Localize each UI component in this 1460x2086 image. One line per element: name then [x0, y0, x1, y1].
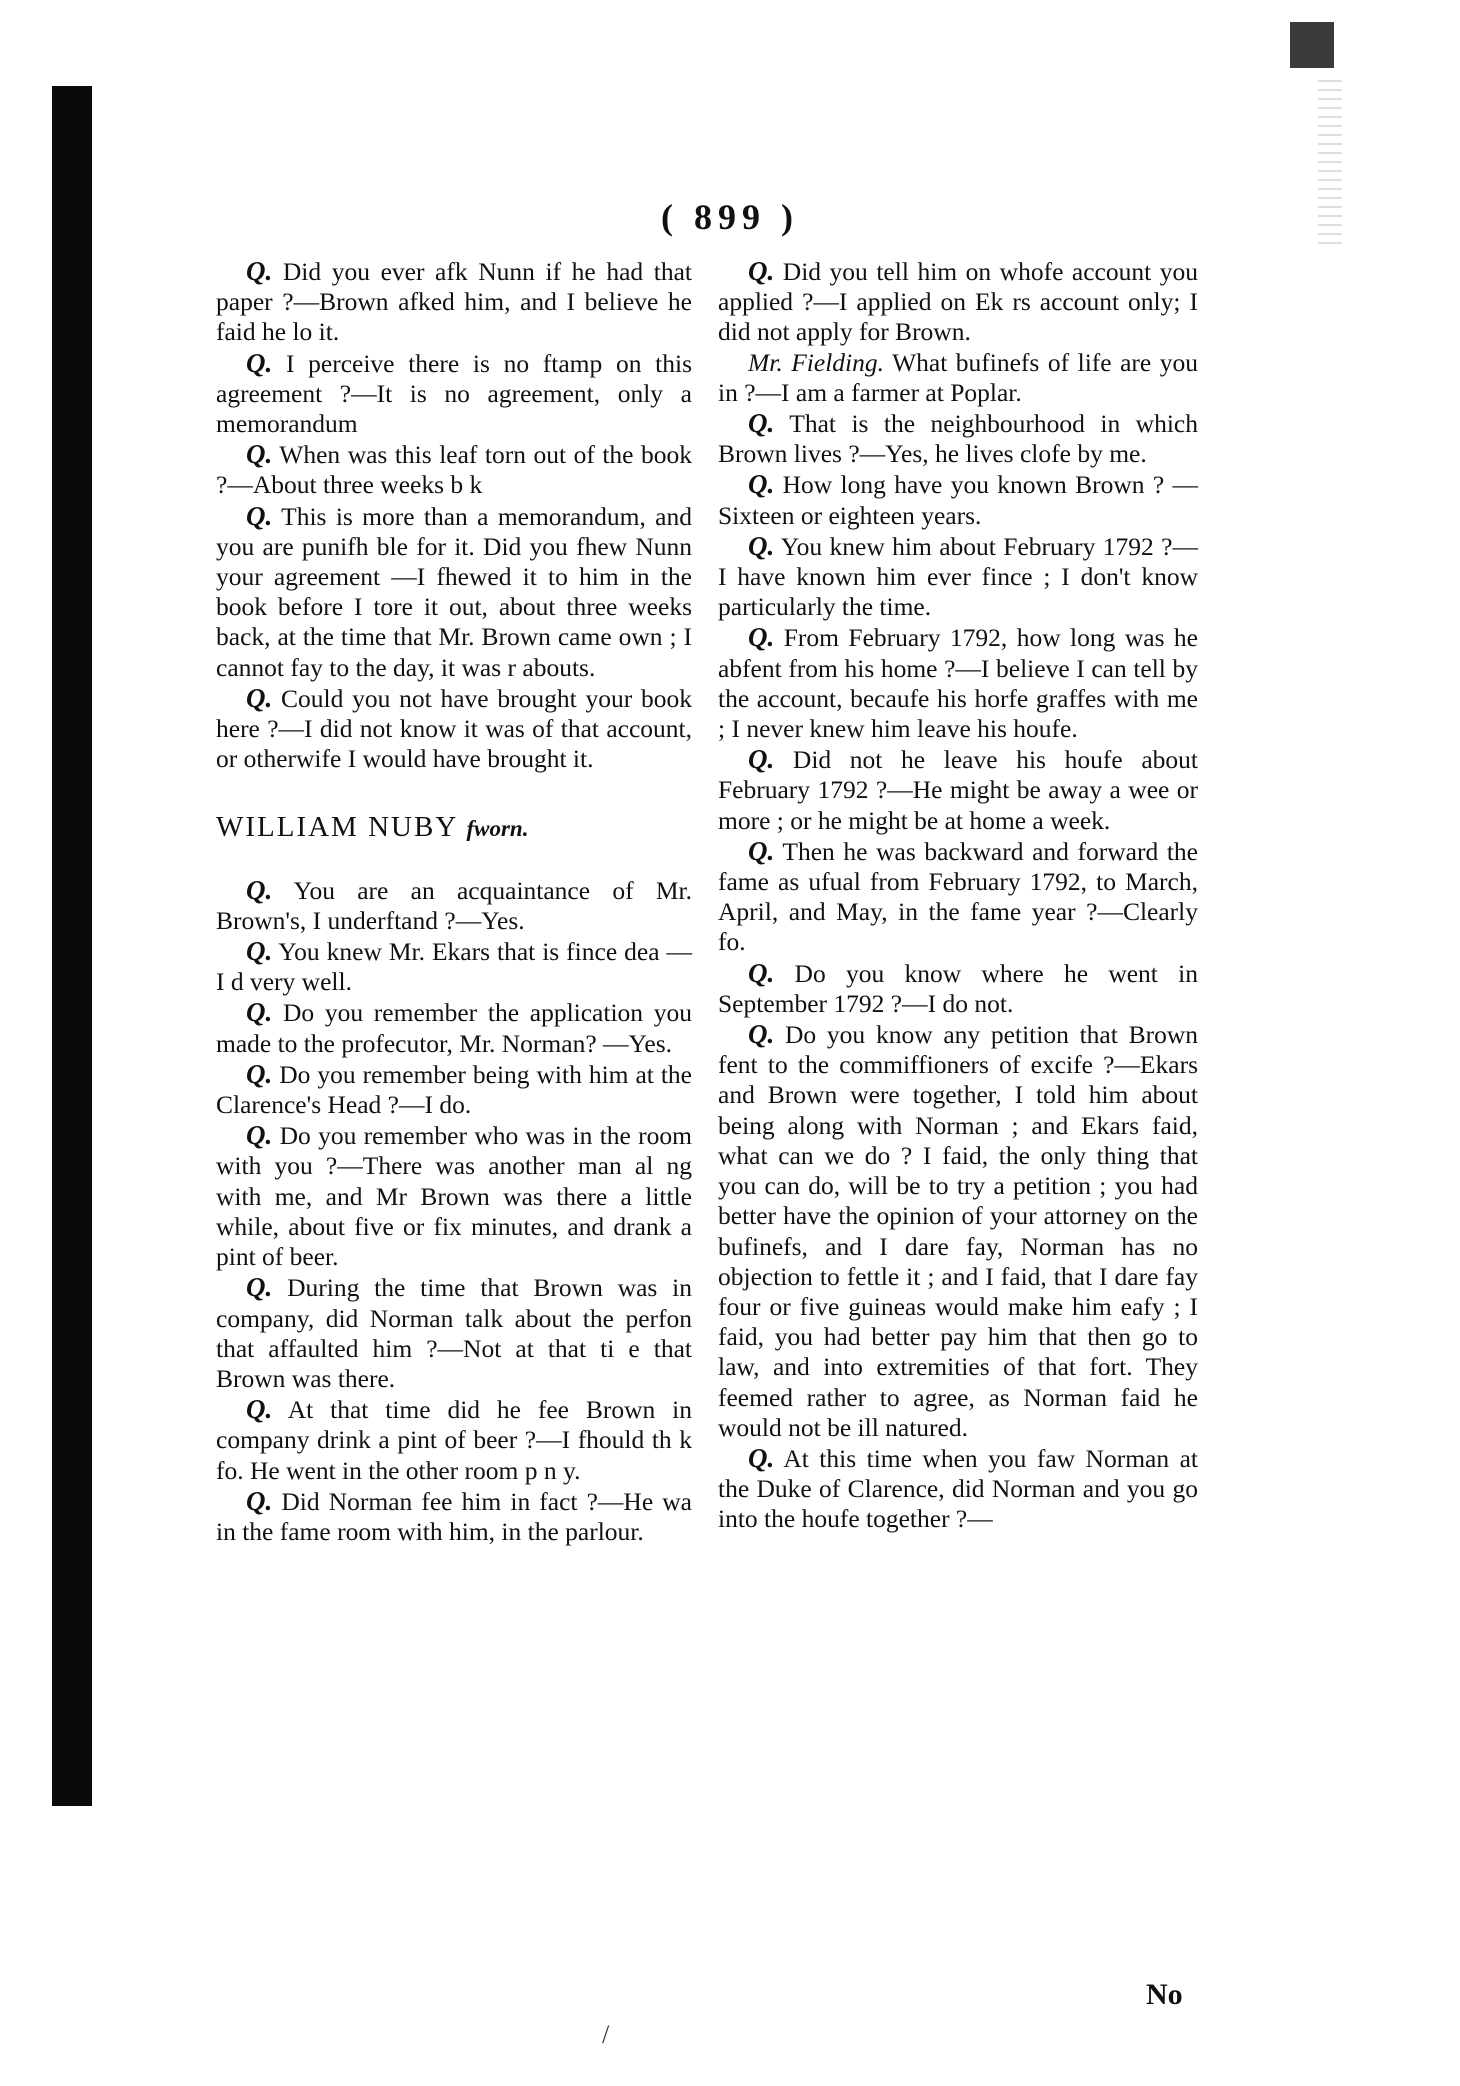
- transcript-paragraph: [718, 408, 1198, 469]
- question-mark: Q.: [246, 1272, 273, 1303]
- transcript-paragraph: [718, 1443, 1198, 1535]
- witness-name: WILLIAM NUBY: [216, 811, 458, 844]
- paragraph-text: Did not he leave his houfe about February 1792 ?—He might be away a wee or more ; or he might be at home a week.: [718, 745, 1198, 835]
- paragraph-text: Do you remember who was in the room with you ?—There was another man al ng with me, and Mr Brown was there a little while, about five or fix minutes, and drank a pint of beer.: [216, 1121, 692, 1272]
- transcript-paragraph: [216, 1272, 692, 1394]
- question-mark: Q.: [748, 256, 775, 286]
- transcript-paragraph: [718, 531, 1198, 623]
- question-mark: Q.: [748, 1442, 775, 1473]
- paragraph-text: How long have you known Brown ? —Sixteen or eighteen years.: [718, 470, 1199, 530]
- binding-shadow-bar: [52, 86, 92, 1806]
- question-mark: Q.: [748, 408, 775, 439]
- question-mark: Q.: [246, 1485, 273, 1516]
- witness-sworn: fworn.: [466, 816, 529, 842]
- foot-ink-mark: /: [602, 2020, 610, 2049]
- paragraph-text: At that time did he fee Brown in company drink a pint of beer ?—I fhould th k fo. He went in the other room p n y.: [216, 1395, 693, 1485]
- transcript-paragraph: [216, 256, 692, 348]
- corner-ink-blot: [1290, 22, 1334, 68]
- question-mark: Q.: [748, 530, 775, 561]
- paragraph-text: Do you know where he went in September 1792 ?—I do not.: [718, 958, 1198, 1018]
- paragraph-text: You are an acquaintance of Mr. Brown's, I underftand ?—Yes.: [216, 875, 692, 935]
- transcript-paragraph: [216, 1059, 692, 1120]
- question-mark: Q.: [246, 347, 273, 378]
- witness-heading: [216, 812, 692, 844]
- paragraph-text: During the time that Brown was in company, did Norman talk about the perfon that affaulted him ?—Not at that ti e that Brown was there.: [216, 1273, 692, 1393]
- transcript-paragraph: [718, 744, 1198, 836]
- paragraph-text: Do you know any petition that Brown fent to the commiffioners of excife ?—Ekars and Brown were together, I told him about being along with Norman ; and Ekars faid, what can we do ? I faid, the only thing that you can do, will be to try a petition ; you had better have the opinion of your attorney on the bufinefs, and I dare fay, Norman has no objection to fettle it ; and I faid, that I dare fay four or five guineas would make him eafy ; I faid, you had better pay him that then go to law, and into extremities of that fort. They feemed rather to agree, as Norman faid he would not be ill natured.: [718, 1020, 1199, 1442]
- transcript-paragraph: [216, 348, 692, 440]
- left-paragraphs-after: [216, 875, 692, 1547]
- transcript-paragraph: [718, 958, 1198, 1019]
- question-mark: Q.: [246, 1394, 273, 1425]
- question-mark: Q.: [246, 997, 273, 1028]
- transcript-paragraph: [718, 256, 1198, 348]
- paragraph-text: I perceive there is no ftamp on this agreement ?—It is no agreement, only a memorandum: [216, 348, 692, 439]
- transcript-paragraph: [216, 997, 692, 1058]
- question-mark: Q.: [748, 469, 775, 500]
- paragraph-text: From February 1792, how long was he abfent from his home ?—I believe I can tell by the account, becaufe his horfe graffes with me ; I never knew him leave his houfe.: [718, 623, 1199, 744]
- transcript-paragraph: [216, 439, 692, 500]
- question-mark: Q.: [246, 256, 273, 286]
- paragraph-text: Could you not have brought your book here ?—I did not know it was of that account, or otherwife I would have brought it.: [216, 683, 692, 774]
- speaker-name: Mr. Fielding.: [748, 347, 884, 377]
- transcript-paragraph: [718, 622, 1198, 744]
- transcript-paragraph: [718, 836, 1198, 958]
- paragraph-text: You knew Mr. Ekars that is fince dea —I d very well.: [216, 937, 692, 997]
- question-mark: Q.: [246, 936, 273, 967]
- transcript-paragraph: [216, 936, 692, 997]
- paragraph-text: When was this leaf torn out of the book ?—About three weeks b k: [216, 440, 692, 500]
- transcript-paragraph: [216, 875, 692, 936]
- page-number: ( 899 ): [661, 197, 799, 237]
- transcript-paragraph: [718, 348, 1198, 408]
- paragraph-text: You knew him about February 1792 ?—I have known him ever fince ; I don't know particularly the time.: [718, 531, 1198, 622]
- question-mark: Q.: [748, 622, 775, 653]
- paragraph-text: Do you remember being with him at the Clarence's Head ?—I do.: [216, 1059, 692, 1120]
- left-paragraphs-before: [216, 256, 692, 774]
- paragraph-text: At this time when you faw Norman at the Duke of Clarence, did Norman and you go into the houfe together ?—: [718, 1443, 1199, 1534]
- paragraph-text: What bufinefs of life are you in ?—I am a farmer at Poplar.: [718, 347, 1198, 407]
- right-paragraphs: [718, 256, 1198, 1535]
- left-column: [216, 256, 692, 1547]
- question-mark: Q.: [748, 744, 775, 775]
- transcript-paragraph: [216, 1120, 692, 1272]
- paragraph-text: Do you remember the application you made to the profecutor, Mr. Norman? —Yes.: [216, 998, 693, 1058]
- transcript-paragraph: [216, 683, 692, 775]
- question-mark: Q.: [246, 1058, 273, 1089]
- paragraph-text: Then he was backward and forward the fame as ufual from February 1792, to March, April, and May, in the fame year ?—Clearly fo.: [718, 836, 1198, 957]
- paragraph-text: Did Norman fee him in fact ?—He wa in the fame room with him, in the parlour.: [216, 1486, 692, 1546]
- transcript-paragraph: [718, 469, 1198, 530]
- paragraph-text: Did you ever afk Nunn if he had that paper ?—Brown afked him, and I believe he faid he lo it.: [216, 257, 692, 347]
- catchword: No: [1146, 1978, 1183, 2011]
- question-mark: Q.: [246, 439, 273, 470]
- question-mark: Q.: [246, 500, 273, 531]
- right-column: [718, 256, 1198, 1535]
- transcript-paragraph: [216, 1394, 692, 1486]
- question-mark: Q.: [246, 682, 273, 713]
- transcript-paragraph: [216, 501, 692, 683]
- question-mark: Q.: [748, 1019, 775, 1050]
- transcript-paragraph: [216, 1486, 692, 1547]
- question-mark: Q.: [246, 1120, 273, 1151]
- paragraph-text: This is more than a memorandum, and you are punifh ble for it. Did you fhew Nunn your agreement —I fhewed it to him in the book before I tore it out, about three weeks back, at the time that Mr. Brown came own ; I cannot fay to the day, it was r abouts.: [216, 501, 692, 682]
- question-mark: Q.: [748, 957, 775, 988]
- question-mark: Q.: [246, 874, 273, 905]
- question-mark: Q.: [748, 835, 775, 866]
- transcript-paragraph: [718, 1019, 1198, 1443]
- paragraph-text: Did you tell him on whofe account you applied ?—I applied on Ek rs account only; I did not apply for Brown.: [718, 257, 1198, 347]
- paragraph-text: That is the neighbourhood in which Brown lives ?—Yes, he lives clofe by me.: [718, 409, 1198, 469]
